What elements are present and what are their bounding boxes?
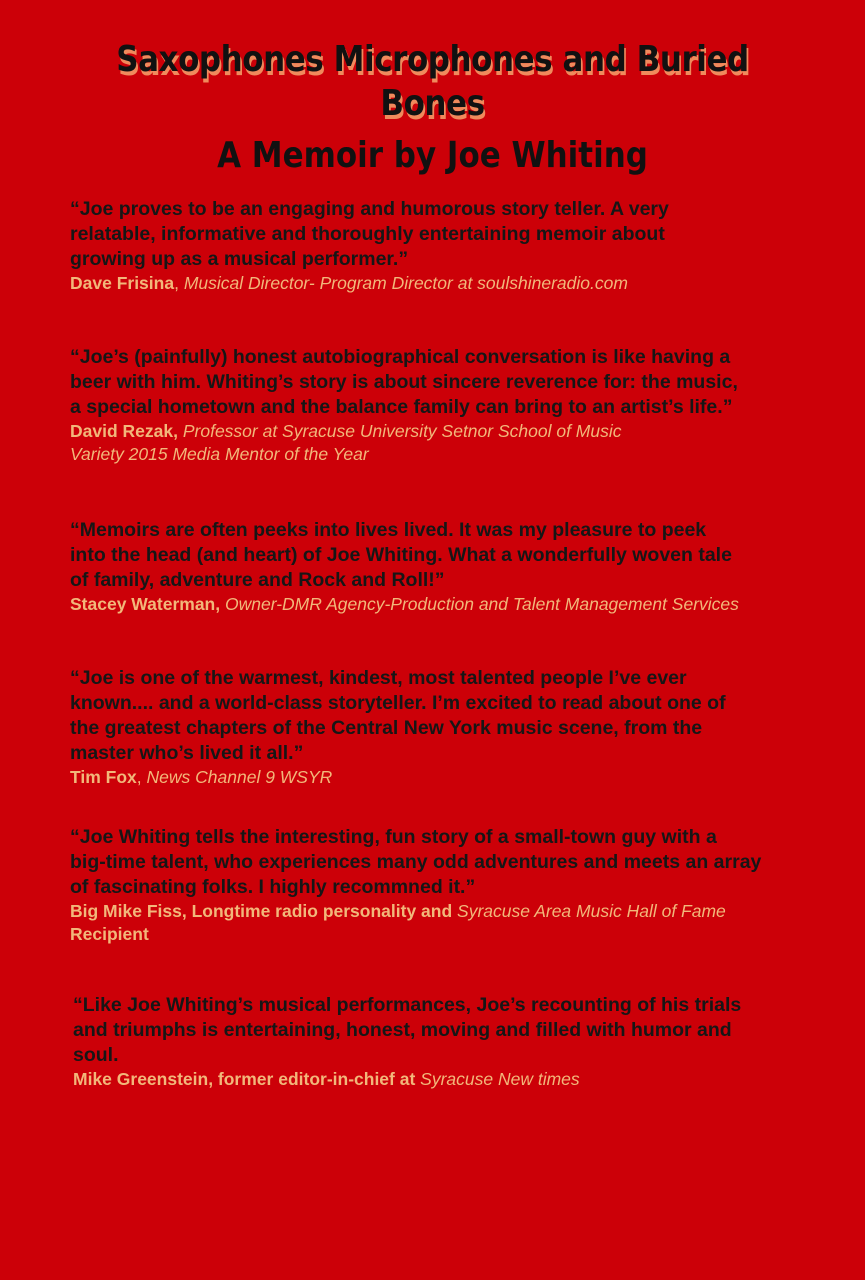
review-card (70, 518, 830, 616)
reviewer-name: Mike Greenstein, former editor-in-chief at (73, 1069, 416, 1089)
review-quote: “Joe’s (painfully) honest autobiographical conversation is like having a beer with him. Whiting’s story is about sincere reverence for: the music, a special hometown and the balance family can bring to an artist’s life.” (70, 346, 738, 418)
review-quote: “Joe Whiting tells the interesting, fun story of a small-town guy with a big-time talent, who experiences many odd adventures and meets an array of fascinating folks. I highly recommned it.” (70, 826, 762, 898)
reviewer-name: David Rezak, (70, 421, 178, 441)
reviewer-role: Owner-DMR Agency-Production and Talent Management Services (224, 594, 739, 614)
review-attribution (73, 1068, 833, 1091)
reviewer-name: Tim Fox (70, 767, 137, 787)
reviewer-role: Syracuse Area Music Hall of Fame (457, 901, 726, 921)
review-attribution: Dave Frisina, Musical Director- Program Director at soulshineradio.com (70, 273, 628, 293)
reviewer-role: Syracuse New times (420, 1069, 580, 1089)
review-attribution (70, 420, 830, 466)
review-attribution (70, 593, 830, 616)
review-quote: “Like Joe Whiting’s musical performances, Joe’s recounting of his trials and triumphs is entertaining, honest, moving and filled with humor and soul. (73, 994, 742, 1066)
review-card (70, 666, 830, 789)
review-attribution: Big Mike Fiss, Longtime radio personality and Syracuse Area Music Hall of Fame Recipient (70, 901, 726, 944)
reviewer-role: News Channel 9 WSYR (146, 767, 333, 787)
review-attribution: Tim Fox, News Channel 9 WSYR (70, 767, 333, 787)
review-quote: “Joe is one of the warmest, kindest, most talented people I’ve ever known.... and a world-class storyteller. I’m excited to read about one of the greatest chapters of the Central New York music scene, from the master who’s lived it all.” (70, 667, 726, 764)
review-card (70, 197, 830, 295)
reviewer-name: Big Mike Fiss (70, 901, 182, 921)
reviewer-role: Musical Director- Program Director at soulshineradio.com (183, 273, 628, 293)
book-title: Saxophones Microphones and Buried Bones (116, 39, 749, 124)
review-card (70, 345, 830, 466)
reviewer-name: Stacey Waterman, (70, 594, 221, 614)
book-subtitle: A Memoir by Joe Whiting (217, 135, 648, 176)
header (0, 38, 865, 176)
review-quote: “Joe proves to be an engaging and humorous story teller. A very relatable, informative and thoroughly entertaining memoir about growing up as a musical performer.” (70, 198, 669, 270)
reviewer-role-2: Variety 2015 Media Mentor of the Year (70, 444, 369, 464)
reviewer-role: Professor at Syracuse University Setnor School of Music (182, 421, 622, 441)
review-quote: “Memoirs are often peeks into lives lived. It was my pleasure to peek into the head (and heart) of Joe Whiting. What a wonderfully woven tale of family, adventure and Rock and Roll!” (70, 519, 732, 591)
reviewer-name: Dave Frisina (70, 273, 175, 293)
review-card (70, 825, 845, 946)
review-card (73, 993, 833, 1091)
